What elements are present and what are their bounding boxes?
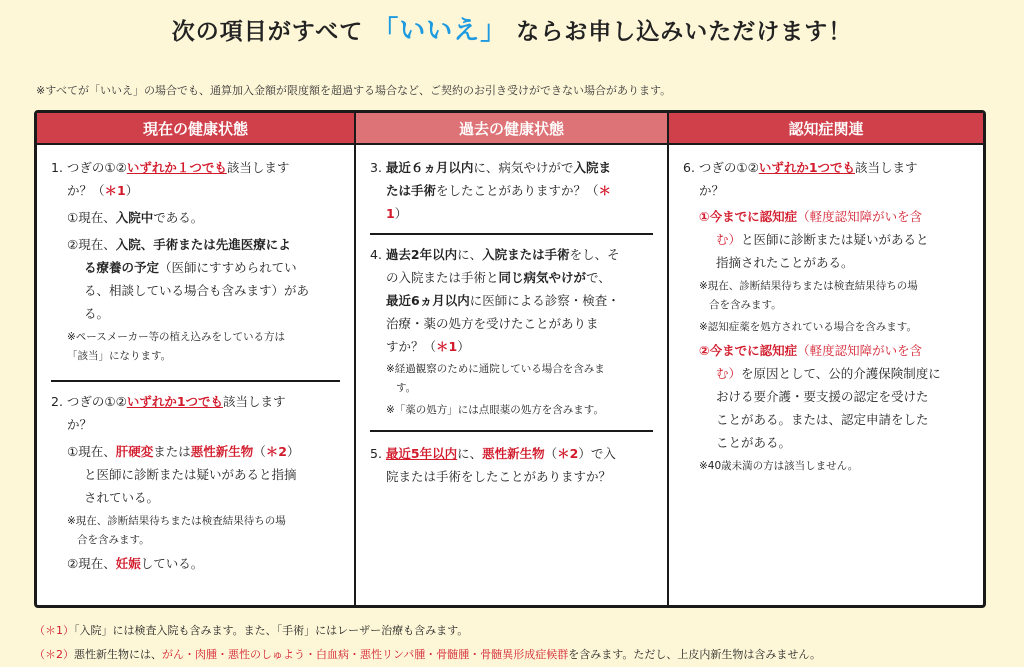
q6-option1-red: （軽度認知障がいを含 xyxy=(797,209,923,224)
q5-text: ）で入 xyxy=(578,446,616,461)
footnote-2-diseases: がん・肉腫・悪性のしゅよう・白血病・悪性リンパ腫・骨髄腫・骨髄異形成症候群 xyxy=(162,648,569,661)
q6-option1-red: ①今までに認知症 xyxy=(699,209,798,224)
q3-text: 3. xyxy=(370,160,386,175)
footnote-1 xyxy=(34,619,821,643)
q3-bold: たは手術 xyxy=(386,183,437,198)
q4-bold: 最近6ヵ月以内 xyxy=(386,293,470,308)
q3-text: をしたことがありますか？（ xyxy=(436,183,599,198)
q2-option2-red: 妊娠 xyxy=(115,556,141,571)
q1-note: ※ペースメーカー等の植え込みをしている方は xyxy=(67,331,286,343)
question-5 xyxy=(370,432,653,488)
footnote-2-text: を含みます。ただし、上皮内新生物は含みません。 xyxy=(568,648,822,661)
page-title xyxy=(0,10,1024,47)
q1-option1: である。 xyxy=(153,210,204,225)
q1-text: 該当します xyxy=(226,160,290,175)
q1-option2: ②現在、 xyxy=(67,237,116,252)
footnote-1-mark: （＊1） xyxy=(34,624,74,637)
q6-option2: ことがある。 xyxy=(716,435,792,450)
q2-option1: ①現在、 xyxy=(67,444,116,459)
q1-text: ） xyxy=(125,183,139,198)
q2-text: 2. つぎの①② xyxy=(51,394,127,409)
q2-option1: ） xyxy=(286,444,300,459)
q2-emphasis: いずれか1つでも xyxy=(126,394,224,409)
q6-note: ※認知症薬を処方されている場合を含みます。 xyxy=(699,321,917,333)
q4-text: 治療・薬の処方を受けたことがありま xyxy=(386,316,599,331)
q4-text: で、 xyxy=(586,270,611,285)
q3-footnote-ref: 1 xyxy=(386,206,395,221)
q1-option1: ①現在、 xyxy=(67,210,116,225)
question-1 xyxy=(51,145,340,366)
q3-bold: 入院ま xyxy=(573,160,611,175)
question-2 xyxy=(51,382,340,575)
q1-emphasis: いずれか１つでも xyxy=(126,160,227,175)
q4-footnote-ref: ＊1 xyxy=(436,339,458,354)
q6-option2: おける要介護・要支援の認定を受けた xyxy=(716,389,929,404)
q1-option2: る。 xyxy=(84,306,110,321)
q6-text: 6. つぎの①② xyxy=(683,160,759,175)
q2-option1: （ xyxy=(253,444,266,459)
q5-footnote-ref: ＊2 xyxy=(557,446,579,461)
q1-option2: （医師にすすめられてい xyxy=(159,260,297,275)
q5-text: 院または手術をしたことがありますか？ xyxy=(386,469,612,484)
footnote-2-mark: （＊2） xyxy=(34,648,74,661)
past-health-column xyxy=(356,113,669,605)
q6-option1-red: む） xyxy=(716,232,742,247)
title-prefix: 次の項目がすべて xyxy=(171,19,364,45)
q3-footnote-ref: ＊ xyxy=(598,183,612,198)
q3-bold: 最近６ヵ月以内 xyxy=(385,160,474,175)
past-health-header: 過去の健康状態 xyxy=(356,113,667,145)
q6-text: か？ xyxy=(699,183,725,198)
question-6 xyxy=(683,145,969,476)
q4-text: すか？（ xyxy=(386,339,437,354)
footnote-1-text: 「入院」には検査入院も含みます。また、「手術」にはレーザー治療も含みます。 xyxy=(74,624,469,637)
q5-red: 悪性新生物 xyxy=(482,446,545,461)
q2-footnote-ref: ＊2 xyxy=(265,444,287,459)
q2-note: ※現在、診断結果待ちまたは検査結果待ちの場 xyxy=(67,515,286,527)
q6-option1: 指摘されたことがある。 xyxy=(716,255,854,270)
q4-bold: 入院または手術 xyxy=(482,247,570,262)
q2-option1: または xyxy=(153,444,191,459)
q6-option2-red: ②今までに認知症 xyxy=(699,343,798,358)
q6-emphasis: いずれか1つでも xyxy=(758,160,856,175)
q1-option2: る、相談している場合も含みます）があ xyxy=(84,283,310,298)
current-health-header: 現在の健康状態 xyxy=(37,113,354,145)
q1-footnote-ref: ＊1 xyxy=(104,183,126,198)
q4-note: ※「薬の処方」には点眼薬の処方を含みます。 xyxy=(386,404,604,416)
q4-text: の入院または手術と xyxy=(386,270,499,285)
footnote-2-text: 悪性新生物には、 xyxy=(74,648,162,661)
dementia-header: 認知症関連 xyxy=(669,113,983,145)
q1-option2-bold: る療養の予定 xyxy=(84,260,160,275)
q6-option1: と医師に診断または疑いがあると xyxy=(741,232,929,247)
footnotes xyxy=(34,619,821,667)
q2-note: 合を含みます。 xyxy=(77,534,150,546)
q6-text: 該当します xyxy=(855,160,918,175)
footnote-2 xyxy=(34,643,821,667)
q2-option1: と医師に診断または疑いがあると指摘 xyxy=(84,467,297,482)
q4-text: ） xyxy=(457,339,470,354)
q2-text: 該当します xyxy=(223,394,286,409)
q4-bold: 過去2年以内 xyxy=(385,247,458,262)
q2-option2: ②現在、 xyxy=(67,556,116,571)
q2-option2: している。 xyxy=(140,556,204,571)
q6-note: ※現在、診断結果待ちまたは検査結果待ちの場 xyxy=(699,280,918,292)
q6-note: ※40歳未満の方は該当しません。 xyxy=(699,460,859,472)
title-highlight: 「いいえ」 xyxy=(372,16,508,46)
q1-option2-bold: 入院、手術または先進医療によ xyxy=(115,237,291,252)
q6-option2-red: む） xyxy=(716,366,742,381)
q1-text: 1. つぎの①② xyxy=(51,160,127,175)
q5-text: 5. xyxy=(370,446,386,461)
q4-text: に医師による診察・検査・ xyxy=(469,293,620,308)
q2-text: か？ xyxy=(67,417,93,432)
q5-emphasis: 最近5年以内 xyxy=(385,446,458,461)
q4-note: ※経過観察のために通院している場合を含みま xyxy=(386,363,605,375)
dementia-column xyxy=(669,113,983,605)
q4-note: す。 xyxy=(396,382,417,394)
q5-text: （ xyxy=(544,446,558,461)
q1-text: か？（ xyxy=(67,183,105,198)
q6-note: 合を含みます。 xyxy=(709,299,782,311)
q2-option1-red: 悪性新生物 xyxy=(190,444,254,459)
q4-text: に、 xyxy=(457,247,483,262)
title-suffix: ならお申し込みいただけます！ xyxy=(516,19,853,45)
q3-text: ） xyxy=(394,206,408,221)
health-questions-table xyxy=(34,110,986,608)
q4-text: 4. xyxy=(370,247,386,262)
q3-text: に、病気やけがで xyxy=(473,160,574,175)
q6-option2: ことがある。または、認定申請をした xyxy=(716,412,929,427)
q4-bold: 同じ病気やけが xyxy=(498,270,587,285)
q5-text: に、 xyxy=(457,446,483,461)
q6-option2: を原因として、公的介護保険制度に xyxy=(741,366,941,381)
current-health-column xyxy=(37,113,356,605)
question-3 xyxy=(370,145,653,225)
q6-option2-red: （軽度認知障がいを含 xyxy=(797,343,923,358)
notice-text: ※すべてが「いいえ」の場合でも、通算加入金額が限度額を超過する場合など、ご契約のお引き受けができない場合があります。 xyxy=(36,84,672,97)
q1-option1-bold: 入院中 xyxy=(115,210,154,225)
q2-option1: されている。 xyxy=(84,490,160,505)
q4-text: をし、そ xyxy=(569,247,620,262)
q1-note: 「該当」になります。 xyxy=(67,350,172,362)
q2-option1-red: 肝硬変 xyxy=(115,444,154,459)
question-4 xyxy=(370,235,653,420)
